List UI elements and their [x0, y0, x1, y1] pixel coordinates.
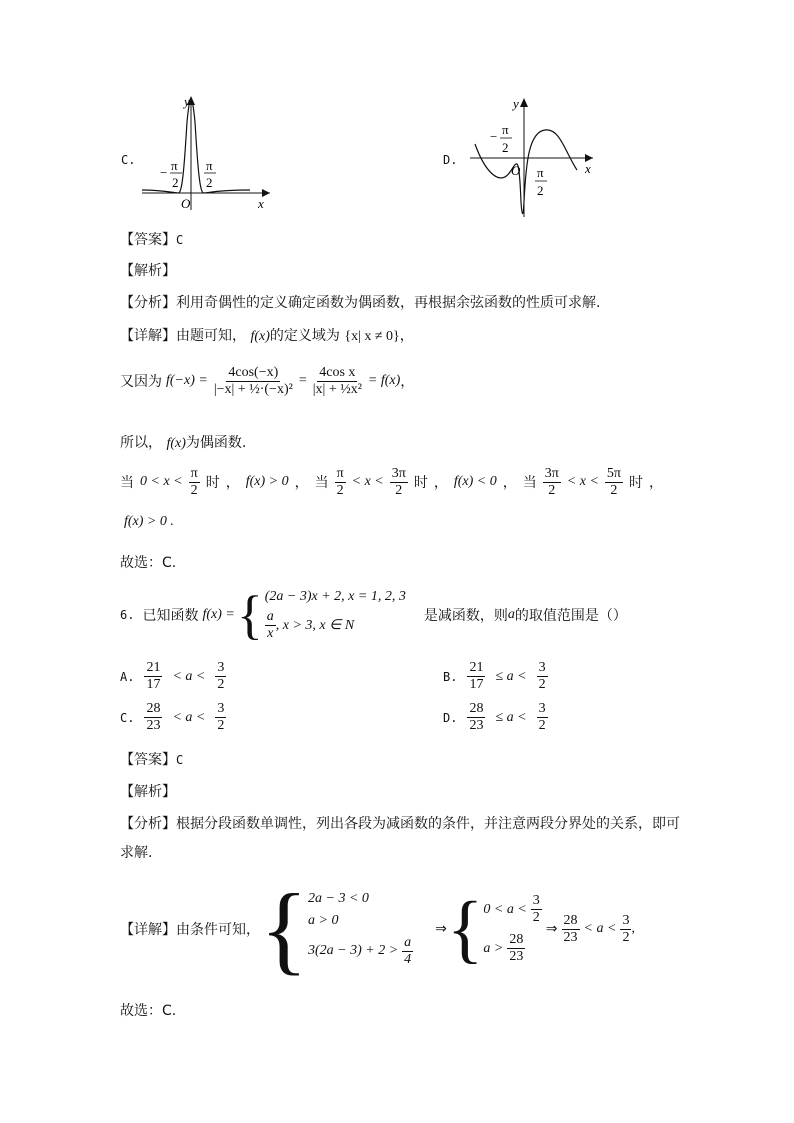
- q5-analysis-tag: 【解析】: [120, 263, 176, 279]
- option-c-label: C.: [121, 153, 136, 167]
- option-a[interactable]: A. $\frac{21}{17}$ < a < $\frac{3}{2}$: [120, 660, 225, 692]
- piecewise-brace: {: [236, 585, 263, 645]
- question-number: 6.: [120, 608, 135, 622]
- domain-text: 的定义域为: [269, 328, 340, 344]
- option-b[interactable]: B. $\frac{21}{17}$ ≤ a < $\frac{3}{2}$: [443, 660, 546, 692]
- graph-d: [465, 92, 600, 222]
- detail-tag: 【详解】: [120, 328, 176, 344]
- pos-den: 2: [206, 175, 213, 190]
- fenxi-text: 利用奇偶性的定义确定函数为偶函数，再根据余弦函数的性质可求解.: [176, 295, 601, 311]
- neg-sign: −: [490, 129, 498, 144]
- y-arrow-icon: [520, 98, 528, 107]
- option-d[interactable]: D. $\frac{28}{23}$ ≤ a < $\frac{3}{2}$: [443, 701, 546, 733]
- fraction-2: $\frac{\text{4cos x}}{\text{|x| + ½x²}}$: [312, 364, 362, 397]
- option-d-label: D.: [443, 153, 458, 167]
- q5-guxuan: 故选：C.: [120, 555, 177, 571]
- q5-so-even: 所以， f(x)为偶函数.: [120, 435, 247, 451]
- detail-intro: 由题可知，: [176, 328, 246, 344]
- pos-num: π: [537, 165, 544, 180]
- q6-stem: 6. 已知函数 f(x) = { (2a − 3)x + 2, x = 1, 2, 3 $\frac{a}{x}$ , x > 3, x ∈ N 是减函数，则 a 的取值范围是（）: [120, 585, 627, 645]
- q5-final-positive: f(x) > 0 .: [124, 514, 174, 529]
- neg-sign: −: [160, 165, 168, 180]
- inequality-system: 2a − 3 < 0 a > 0 3(2a − 3) + 2 > $\frac{a}{4}$: [308, 890, 412, 967]
- q6-analysis-tag: 【解析】: [120, 784, 176, 800]
- lhs: f(−x) =: [166, 373, 208, 388]
- q5-fenxi: [120, 292, 600, 312]
- answer-tag: 【答案】: [120, 232, 176, 248]
- neg-den: 2: [172, 175, 179, 190]
- fenxi-tag: 【分析】: [120, 295, 176, 311]
- q6-detail: 【详解】 由条件可知， { 2a − 3 < 0 a > 0 3(2a − 3) + 2 > $\frac{a}{4}$ ⇒ { 0 < a < $\frac{3}{2}$ a > $\frac{28}{23}$ ⇒ $\frac{28}{23}$ < a < $\frac{3}{2}$ ,: [120, 873, 635, 984]
- q6-fenxi-line2: 求解.: [120, 845, 153, 861]
- x-label: x: [258, 196, 264, 211]
- x-label: x: [585, 161, 591, 176]
- pos-den: 2: [537, 183, 544, 198]
- curve: [142, 100, 250, 193]
- rhs: = f(x): [367, 373, 401, 388]
- neg-num: π: [171, 158, 178, 173]
- result-system: 0 < a < $\frac{3}{2}$ a > $\frac{28}{23}$: [483, 893, 540, 964]
- origin-label: O: [511, 163, 521, 178]
- q5-answer: [120, 229, 183, 249]
- option-c[interactable]: C. $\frac{28}{23}$ < a < $\frac{3}{2}$: [120, 701, 225, 733]
- q6-answer: 【答案】C: [120, 752, 184, 768]
- q5-detail: 【详解】由题可知， f(x)的定义域为 {x| x ≠ 0}，: [120, 328, 414, 344]
- q6-fenxi: 【分析】根据分段函数单调性，列出各段为减函数的条件，并注意两段分界处的关系，即可: [120, 816, 680, 832]
- fx: f(x): [250, 329, 270, 344]
- piecewise-cases: (2a − 3)x + 2, x = 1, 2, 3 $\frac{a}{x}$ , x > 3, x ∈ N: [264, 588, 406, 641]
- system-brace: {: [260, 873, 308, 984]
- y-label: y: [184, 94, 190, 109]
- neg-num: π: [502, 122, 509, 137]
- y-label: y: [513, 96, 519, 111]
- answer-value: C: [176, 233, 184, 247]
- pos-num: π: [206, 158, 213, 173]
- again-text: 又因为: [120, 374, 162, 390]
- origin-label: O: [181, 196, 191, 211]
- neg-den: 2: [502, 140, 509, 155]
- q6-guxuan: 故选：C.: [120, 1003, 177, 1019]
- q5-sign-intervals: 当 0 < x < $\frac{\pi}{2}$ 时 ， f(x) > 0 ， 当 $\frac{\pi}{2}$ < x < $\frac{3\pi}{2}$ 时 ， f(x) < 0 ， 当 $\frac{3\pi}{2}$ < x < $\frac{5\pi}{2}$ 时 ，: [120, 465, 663, 498]
- graph-c: [140, 92, 275, 212]
- domain-set: {x| x ≠ 0}: [344, 329, 400, 344]
- pi-over-2: $\frac{\pi}{2}$: [190, 465, 198, 498]
- q5-even-equation: 又因为 f(−x) = $\frac{4\cos(-x)}{\text{|−x| + ½·(−x)²}}$ = $\frac{\text{4cos x}}{\text{|x| + ½x²}}$ = f(x) ，: [120, 364, 415, 397]
- fraction-1: $\frac{4\cos(-x)}{\text{|−x| + ½·(−x)²}}$: [213, 364, 293, 397]
